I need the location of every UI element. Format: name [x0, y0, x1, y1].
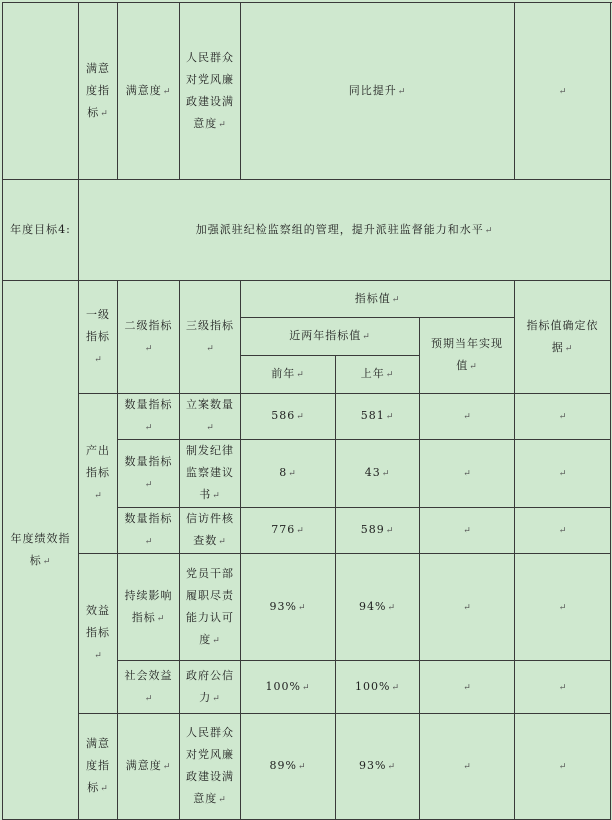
perf-label-cell: 年度绩效指标↵: [3, 281, 79, 820]
row-level2: 数量指标↵: [118, 440, 180, 508]
top-value-cell: 同比提升↵: [241, 3, 515, 180]
row-prev: 776↵: [241, 508, 336, 554]
header-basis: 指标值确定依据↵: [515, 281, 611, 394]
top-level3-cell: 人民群众对党风廉政建设满意度↵: [180, 3, 241, 180]
group-level1-benefit: 效益指标↵: [79, 554, 118, 714]
header-last-year: 上年↵: [336, 356, 420, 394]
row-prev: 586↵: [241, 394, 336, 440]
table-row: [3, 714, 611, 820]
row-level3: 立案数量↵: [180, 394, 241, 440]
row-last: 581↵: [336, 394, 420, 440]
row-level2: 满意度↵: [118, 714, 180, 820]
row-basis: ↵: [515, 714, 611, 820]
goal4-label: 年度目标4:: [3, 180, 79, 281]
row-last: 589↵: [336, 508, 420, 554]
row-prev: 100%↵: [241, 661, 336, 714]
row-level3: 政府公信力↵: [180, 661, 241, 714]
row-last: 94%↵: [336, 554, 420, 661]
header-recent: 近两年指标值↵: [241, 318, 420, 356]
header-level1: 一级指标↵: [79, 281, 118, 394]
group-level1-satisfaction: 满意度指标↵: [79, 714, 118, 820]
row-expected: ↵: [420, 554, 515, 661]
row-prev: 93%↵: [241, 554, 336, 661]
row-expected: ↵: [420, 661, 515, 714]
row-level2: 社会效益↵: [118, 661, 180, 714]
top-level2-cell: 满意度↵: [118, 3, 180, 180]
header-level3: 三级指标↵: [180, 281, 241, 394]
row-level3: 人民群众对党风廉政建设满意度↵: [180, 714, 241, 820]
row-expected: ↵: [420, 714, 515, 820]
header-value: 指标值↵: [241, 281, 515, 318]
table-row: [3, 554, 611, 661]
row-expected: ↵: [420, 440, 515, 508]
header-row-1: [3, 281, 611, 318]
row-expected: ↵: [420, 508, 515, 554]
header-prev-year: 前年↵: [241, 356, 336, 394]
row-last: 100%↵: [336, 661, 420, 714]
row-level2: 数量指标↵: [118, 394, 180, 440]
top-level1-cell: 满意度指标↵: [79, 3, 118, 180]
row-last: 43↵: [336, 440, 420, 508]
header-expected: 预期当年实现值↵: [420, 318, 515, 394]
row-expected: ↵: [420, 394, 515, 440]
header-level2: 二级指标↵: [118, 281, 180, 394]
row-last: 93%↵: [336, 714, 420, 820]
top-satisfaction-row: [3, 3, 611, 180]
goal4-text-cell: 加强派驻纪检监察组的管理，提升派驻监督能力和水平↵: [79, 180, 611, 281]
row-level3: 制发纪律监察建议书↵: [180, 440, 241, 508]
top-empty-cell: [3, 3, 79, 180]
goal4-row: [3, 180, 611, 281]
row-level3: 党员干部履职尽责能力认可度↵: [180, 554, 241, 661]
row-basis: ↵: [515, 661, 611, 714]
row-basis: ↵: [515, 394, 611, 440]
row-basis: ↵: [515, 508, 611, 554]
group-level1-output: 产出指标↵: [79, 394, 118, 554]
row-level3: 信访件核查数↵: [180, 508, 241, 554]
top-basis-cell: ↵: [515, 3, 611, 180]
row-level2: 数量指标↵: [118, 508, 180, 554]
row-prev: 8↵: [241, 440, 336, 508]
row-basis: ↵: [515, 554, 611, 661]
row-basis: ↵: [515, 440, 611, 508]
table-row: [3, 394, 611, 440]
performance-table: [2, 2, 611, 820]
row-level2: 持续影响指标↵: [118, 554, 180, 661]
row-prev: 89%↵: [241, 714, 336, 820]
